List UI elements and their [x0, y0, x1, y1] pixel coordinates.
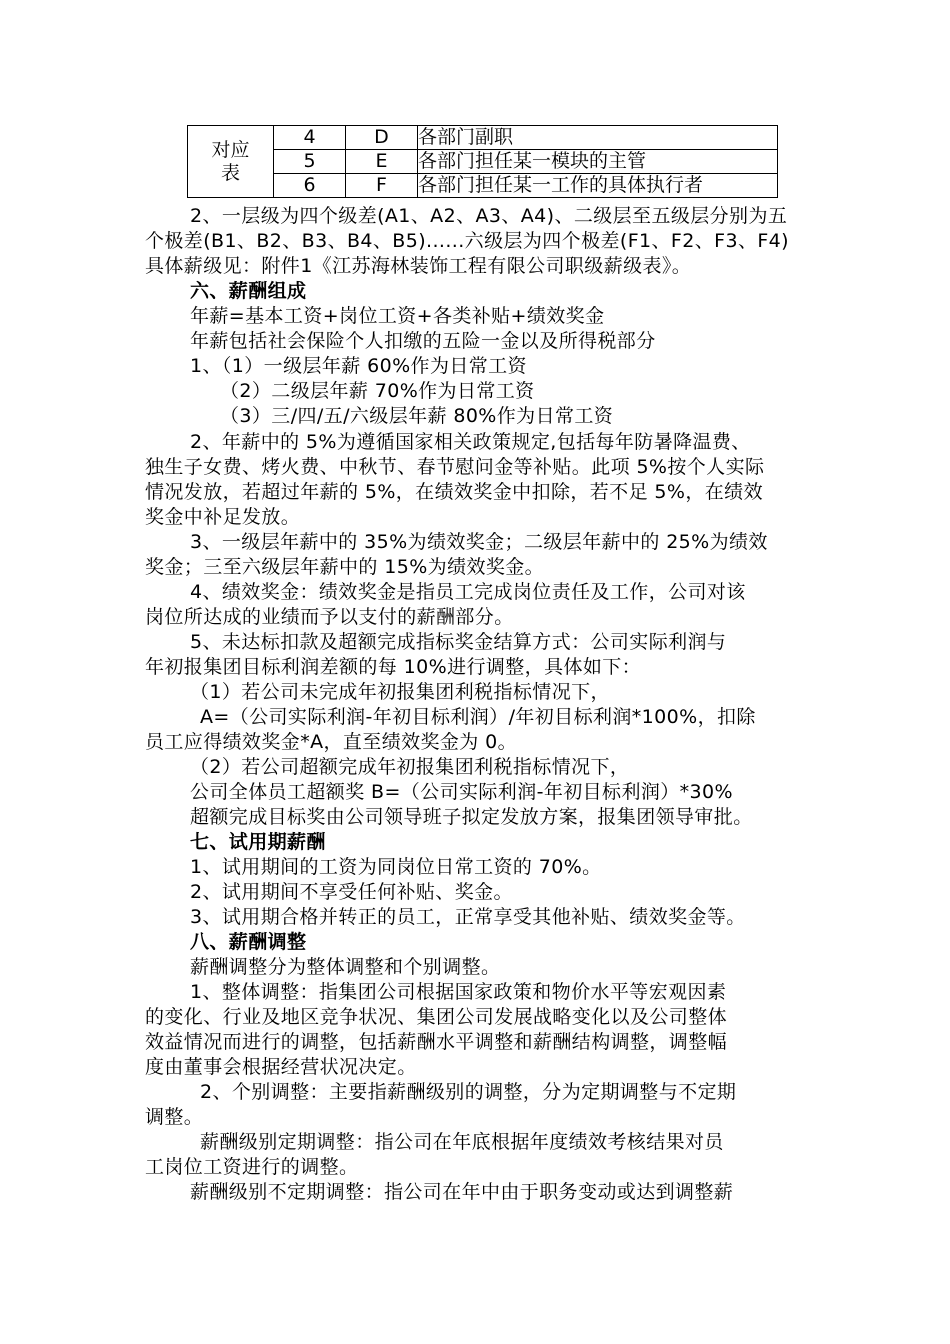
body-line: 效益情况而进行的调整，包括薪酬水平调整和薪酬结构调整，调整幅: [145, 1031, 728, 1053]
body-line: 年初报集团目标利润差额的每 10%进行调整，具体如下：: [145, 656, 642, 678]
table-cell-code: D: [346, 126, 418, 150]
table-row: [188, 126, 778, 150]
table-cell-desc: 各部门担任某一工作的具体执行者: [418, 174, 778, 198]
body-line: A=（公司实际利润-年初目标利润）/年初目标利润*100%，扣除: [200, 706, 756, 728]
section-heading: 六、薪酬组成: [190, 280, 307, 302]
body-line: 独生子女费、烤火费、中秋节、春节慰问金等补贴。此项 5%按个人实际: [145, 456, 765, 478]
body-line: 员工应得绩效奖金*A，直至绩效奖金为 0。: [145, 731, 518, 753]
body-line: 1、整体调整：指集团公司根据国家政策和物价水平等宏观因素: [190, 981, 727, 1003]
table-cell-num: 6: [274, 174, 346, 198]
body-line: （2）若公司超额完成年初报集团利税指标情况下，: [190, 756, 630, 778]
body-line: 个极差(B1、B2、B3、B4、B5)......六级层为四个极差(F1、F2、F3、F4): [145, 230, 789, 252]
body-line: 公司全体员工超额奖 B=（公司实际利润-年初目标利润）*30%: [190, 781, 733, 803]
body-line: 2、年薪中的 5%为遵循国家相关政策规定,包括每年防暑降温费、: [190, 431, 751, 453]
body-line: 5、未达标扣款及超额完成指标奖金结算方式：公司实际利润与: [190, 631, 727, 653]
body-line: 薪酬调整分为整体调整和个别调整。: [190, 956, 501, 978]
body-line: 奖金；三至六级层年薪中的 15%为绩效奖金。: [145, 556, 545, 578]
body-line: 3、试用期合格并转正的员工，正常享受其他补贴、绩效奖金等。: [190, 906, 746, 928]
body-line: 超额完成目标奖由公司领导班子拟定发放方案，报集团领导审批。: [190, 806, 753, 828]
body-line: 4、绩效奖金：绩效奖金是指员工完成岗位责任及工作，公司对该: [190, 581, 746, 603]
merged-label-line: 对应: [211, 138, 250, 161]
grade-table: [187, 125, 778, 198]
body-line: 2、试用期间不享受任何补贴、奖金。: [190, 881, 513, 903]
body-line: 年薪=基本工资+岗位工资+各类补贴+绩效奖金: [190, 305, 605, 327]
merged-label-line: 表: [220, 161, 240, 184]
body-line: 奖金中补足发放。: [145, 506, 301, 528]
body-line: 调整。: [145, 1106, 204, 1128]
table-row: [188, 150, 778, 174]
body-line: 年薪包括社会保险个人扣缴的五险一金以及所得税部分: [190, 330, 656, 352]
table-cell-num: 4: [274, 126, 346, 150]
body-line: （1）若公司未完成年初报集团利税指标情况下，: [190, 681, 610, 703]
body-line: 1、（1）一级层年薪 60%作为日常工资: [190, 355, 527, 377]
section-heading: 七、试用期薪酬: [190, 831, 326, 853]
body-line: 薪酬级别定期调整：指公司在年底根据年度绩效考核结果对员: [200, 1131, 724, 1153]
body-line: （3）三/四/五/六级层年薪 80%作为日常工资: [220, 405, 614, 427]
table-merged-label: [188, 126, 274, 198]
body-line: 2、一层级为四个级差(A1、A2、A3、A4)、二级层至五级层分别为五: [190, 205, 788, 227]
body-line: 工岗位工资进行的调整。: [145, 1156, 359, 1178]
body-line: 3、一级层年薪中的 35%为绩效奖金；二级层年薪中的 25%为绩效: [190, 531, 768, 553]
body-line: 岗位所达成的业绩而予以支付的薪酬部分。: [145, 606, 514, 628]
table-cell-desc: 各部门担任某一模块的主管: [418, 150, 778, 174]
body-line: 薪酬级别不定期调整：指公司在年中由于职务变动或达到调整薪: [190, 1181, 734, 1203]
table-cell-num: 5: [274, 150, 346, 174]
body-line: 度由董事会根据经营状况决定。: [145, 1056, 417, 1078]
table-cell-code: F: [346, 174, 418, 198]
body-line: 具体薪级见：附件1《江苏海林装饰工程有限公司职级薪级表》。: [145, 255, 692, 277]
table-cell-desc: 各部门副职: [418, 126, 778, 150]
section-heading: 八、薪酬调整: [190, 931, 307, 953]
body-line: 情况发放，若超过年薪的 5%，在绩效奖金中扣除，若不足 5%，在绩效: [145, 481, 763, 503]
table-cell-code: E: [346, 150, 418, 174]
body-line: 1、试用期间的工资为同岗位日常工资的 70%。: [190, 856, 602, 878]
body-line: （2）二级层年薪 70%作为日常工资: [220, 380, 535, 402]
table-row: [188, 174, 778, 198]
body-line: 的变化、行业及地区竞争状况、集团公司发展战略变化以及公司整体: [145, 1006, 728, 1028]
body-line: 2、个别调整：主要指薪酬级别的调整，分为定期调整与不定期: [200, 1081, 737, 1103]
